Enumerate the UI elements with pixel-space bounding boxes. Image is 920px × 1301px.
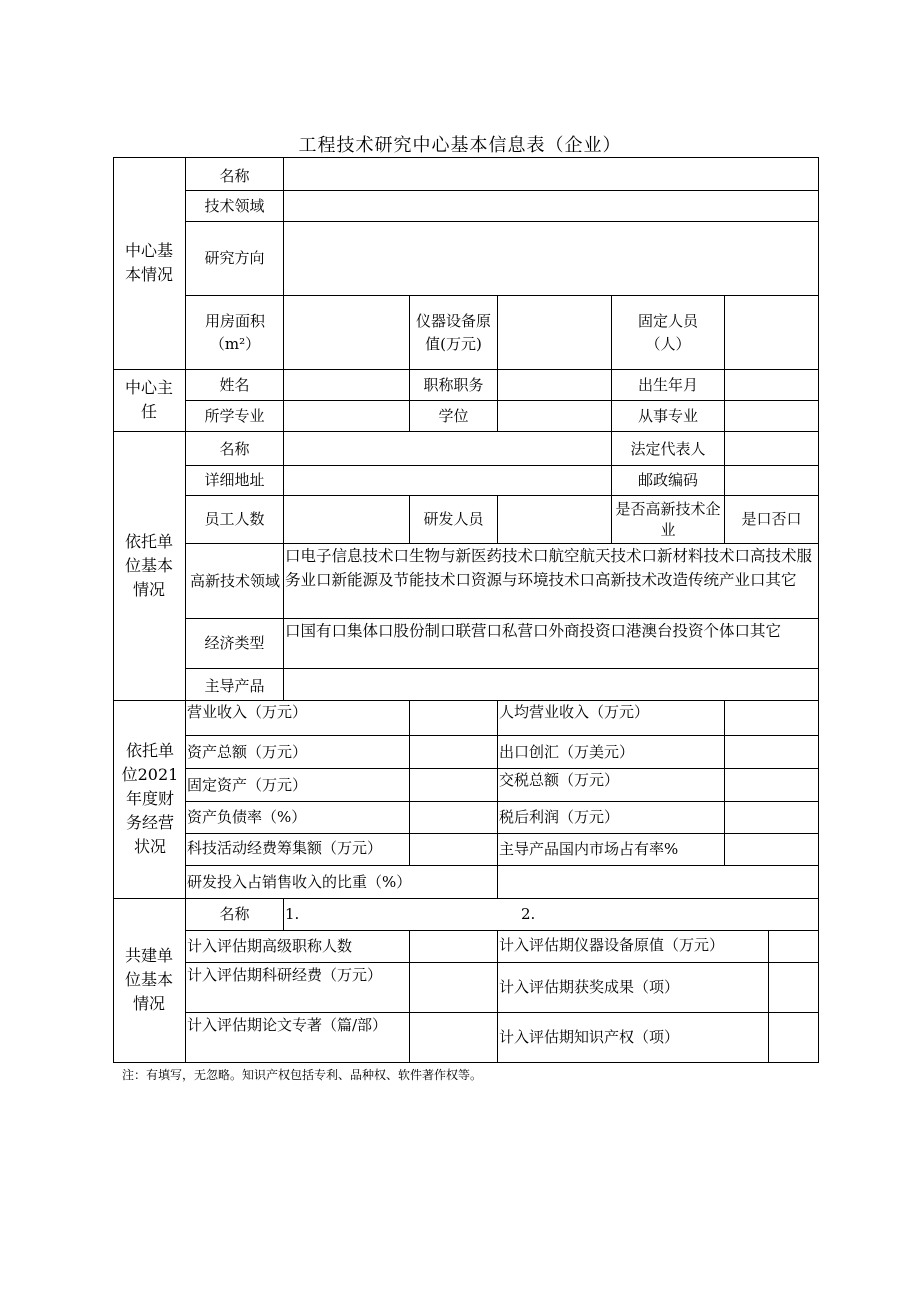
partner-name-1[interactable]: 1. xyxy=(285,905,300,923)
director-name-label: 姓名 xyxy=(219,375,250,394)
partner-name-label: 名称 xyxy=(219,905,250,923)
research-direction-label: 研究方向 xyxy=(204,249,265,267)
employees-input[interactable] xyxy=(284,496,409,543)
section-label-partner: 共建单位基本情况 xyxy=(124,946,173,1013)
director-title-input[interactable] xyxy=(498,370,611,400)
partner-name-2[interactable]: 2. xyxy=(521,905,536,923)
rd-staff-label: 研发人员 xyxy=(423,510,484,528)
director-major-label: 所学专业 xyxy=(204,406,265,425)
revenue-label: 营业收入（万元） xyxy=(187,703,308,721)
market-share-label: 主导产品国内市场占有率% xyxy=(499,840,679,858)
fixed-assets-input[interactable] xyxy=(410,769,497,801)
equipment-value-input[interactable] xyxy=(498,296,611,369)
address-label: 详细地址 xyxy=(204,471,265,489)
awards-label: 计入评估期获奖成果（项） xyxy=(499,978,680,996)
section-label-host: 依托单位基本情况 xyxy=(124,531,173,599)
net-profit-label: 税后利润（万元） xyxy=(499,808,620,826)
debt-ratio-input[interactable] xyxy=(410,802,497,833)
tech-field-label: 技术领域 xyxy=(204,196,265,215)
section-label-center: 中心基本情况 xyxy=(124,241,173,284)
form-title: 工程技术研究中心基本信息表（企业） xyxy=(298,135,622,156)
main-product-label: 主导产品 xyxy=(204,676,265,695)
research-direction-input[interactable] xyxy=(284,222,818,295)
director-name-input[interactable] xyxy=(284,370,409,400)
papers-input[interactable] xyxy=(410,1013,497,1062)
fixed-staff-label: 固定人员（人） xyxy=(637,311,698,353)
host-name-input[interactable] xyxy=(284,432,611,465)
net-profit-input[interactable] xyxy=(725,802,818,833)
total-assets-input[interactable] xyxy=(410,736,497,768)
hightech-yes-no-checkboxes[interactable]: 是口否口 xyxy=(741,510,802,528)
awards-input[interactable] xyxy=(769,963,818,1012)
total-assets-label: 资产总额（万元） xyxy=(187,742,308,761)
rd-ratio-input[interactable] xyxy=(498,866,818,898)
fixed-assets-label: 固定资产（万元） xyxy=(187,776,308,794)
sci-funding-label: 科技活动经费筹集额（万元） xyxy=(187,839,383,857)
hightech-field-checkboxes[interactable]: 口电子信息技术口生物与新医药技术口航空航天技术口新材料技术口高技术服务业口新能源及节能技术口资源与环境技术口高新技术改造传统产业口其它 xyxy=(285,547,813,589)
revenue-input[interactable] xyxy=(410,701,497,735)
ip-label: 计入评估期知识产权（项） xyxy=(499,1028,680,1046)
econ-type-label: 经济类型 xyxy=(204,634,265,652)
total-tax-label: 交税总额（万元） xyxy=(499,771,620,789)
equipment-value-label: 仪器设备原值(万元) xyxy=(415,311,491,353)
sci-funding-input[interactable] xyxy=(410,834,497,865)
postcode-label: 邮政编码 xyxy=(637,471,698,489)
center-name-input[interactable] xyxy=(284,158,818,190)
employees-label: 员工人数 xyxy=(204,510,265,528)
center-name-label: 名称 xyxy=(219,167,250,185)
main-product-input[interactable] xyxy=(284,669,818,700)
hightech-question-label: 是否高新技术企业 xyxy=(615,499,721,539)
section-label-finance: 依托单位2021年度财务经营状况 xyxy=(121,741,179,856)
postcode-input[interactable] xyxy=(725,466,818,495)
econ-type-checkboxes[interactable]: 口国有口集体口股份制口联营口私营口外商投资口港澳台投资个体口其它 xyxy=(285,622,782,640)
tech-field-input[interactable] xyxy=(284,191,818,221)
director-profession-label: 从事专业 xyxy=(637,406,698,425)
director-degree-label: 学位 xyxy=(438,406,469,425)
equipment-value-period-label: 计入评估期仪器设备原值（万元） xyxy=(499,936,725,954)
rd-ratio-label: 研发投入占销售收入的比重（%） xyxy=(187,872,412,891)
info-table xyxy=(113,157,819,1063)
legal-rep-input[interactable] xyxy=(725,432,818,465)
director-degree-input[interactable] xyxy=(498,401,611,431)
export-earning-input[interactable] xyxy=(725,736,818,768)
research-funding-label: 计入评估期科研经费（万元） xyxy=(187,966,383,984)
director-title-label: 职称职务 xyxy=(423,375,484,394)
market-share-input[interactable] xyxy=(725,834,818,865)
section-label-director: 中心主任 xyxy=(124,378,173,421)
per-capita-revenue-input[interactable] xyxy=(725,701,818,735)
director-profession-input[interactable] xyxy=(725,401,818,431)
hightech-field-label: 高新技术领域 xyxy=(189,572,280,590)
total-tax-input[interactable] xyxy=(725,769,818,801)
debt-ratio-label: 资产负债率（%） xyxy=(187,808,307,826)
senior-staff-label: 计入评估期高级职称人数 xyxy=(187,937,353,955)
legal-rep-label: 法定代表人 xyxy=(630,440,706,458)
research-funding-input[interactable] xyxy=(410,963,497,1012)
director-birth-input[interactable] xyxy=(725,370,818,400)
rd-staff-input[interactable] xyxy=(498,496,611,543)
director-birth-label: 出生年月 xyxy=(637,375,698,394)
per-capita-revenue-label: 人均营业收入（万元） xyxy=(499,703,650,721)
director-major-input[interactable] xyxy=(284,401,409,431)
floor-area-input[interactable] xyxy=(284,296,409,369)
ip-input[interactable] xyxy=(769,1013,818,1062)
senior-staff-input[interactable] xyxy=(410,931,497,962)
address-input[interactable] xyxy=(284,466,611,495)
footnote: 注：有填写，无忽略。知识产权包括专利、品种权、软件著作权等。 xyxy=(122,1068,483,1082)
papers-label: 计入评估期论文专著（篇/部） xyxy=(187,1016,388,1034)
export-earning-label: 出口创汇（万美元） xyxy=(499,742,635,761)
equipment-value-period-input[interactable] xyxy=(769,931,818,962)
floor-area-label: 用房面积（m²） xyxy=(204,311,265,353)
host-name-label: 名称 xyxy=(219,440,250,458)
fixed-staff-input[interactable] xyxy=(725,296,818,369)
